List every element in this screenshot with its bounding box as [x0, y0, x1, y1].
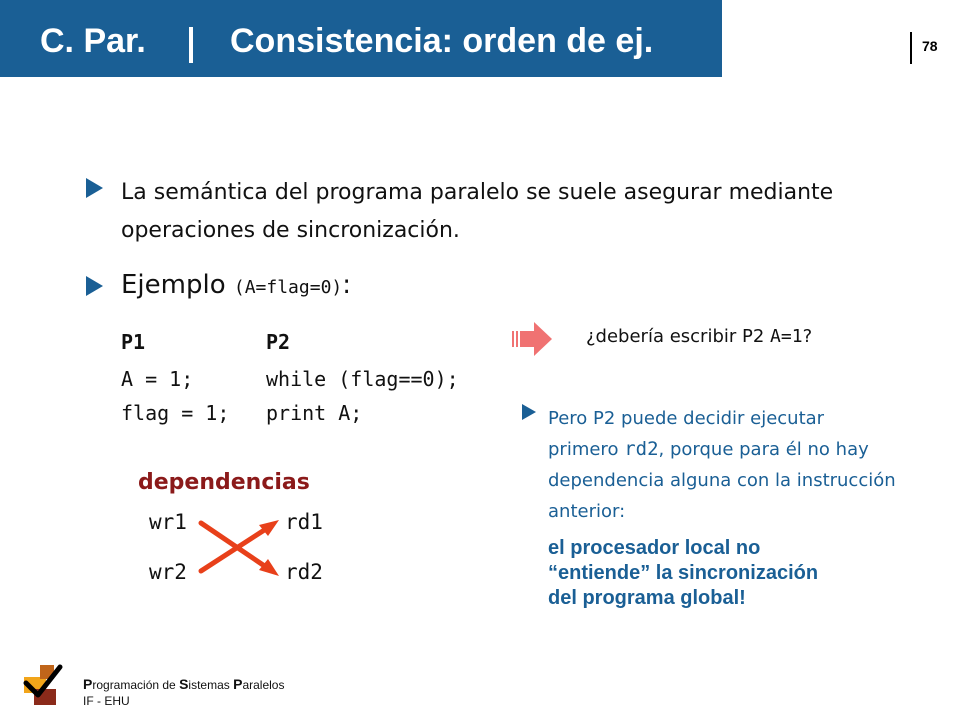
page-number-separator — [910, 32, 912, 64]
footer-word-2: istemas — [188, 678, 230, 692]
bullet-sync-text: La semántica del programa paralelo se suele asegurar mediante operaciones de sincronización. — [121, 180, 834, 243]
p1-line-1: A = 1; — [121, 367, 194, 391]
conclusion-line-1: el procesador local no — [548, 537, 761, 559]
dep-rd2: rd2 — [285, 560, 323, 584]
footer-line-1 — [83, 676, 284, 693]
conclusion-line-2: “entiende” la sincronización — [548, 562, 819, 584]
footer-letter-p: P — [83, 676, 93, 692]
question-mark: ? — [802, 326, 813, 347]
footer-word-1: rogramación de — [92, 678, 176, 692]
conclusion-line-3: del programa global! — [548, 587, 746, 609]
bullet-arrow-icon — [86, 178, 103, 198]
footer-line-2: IF - EHU — [83, 694, 130, 708]
right-bullet-text — [548, 403, 898, 527]
p2-line-1: while (flag==0); — [266, 367, 459, 391]
checkmark-logo-icon — [22, 663, 72, 707]
example-init-code: (A=flag=0) — [233, 277, 343, 298]
dep-wr2: wr2 — [149, 560, 187, 584]
dep-wr1: wr1 — [149, 510, 187, 534]
dependencies-title: dependencias — [138, 470, 310, 495]
slide-title: Consistencia: orden de ej. — [230, 22, 654, 60]
course-name: C. Par. — [40, 22, 146, 60]
example-colon: : — [342, 270, 352, 300]
question-code: A=1 — [770, 326, 803, 347]
footer-word-3: aralelos — [242, 678, 285, 692]
p1-line-2: flag = 1; — [121, 401, 230, 425]
p2-header: P2 — [266, 330, 291, 354]
bullet-example — [121, 270, 351, 300]
right-bullet-code: rd2 — [624, 438, 659, 460]
question-label: ¿debería escribir P2 — [586, 326, 765, 347]
dependency-cross-arrows — [195, 515, 285, 580]
right-bullet-part2: , porque para él no hay dependencia alguna con la instrucción anterior: — [548, 439, 896, 522]
footer-text — [83, 676, 284, 709]
pink-arrow-icon — [510, 320, 554, 358]
bullet-arrow-icon — [522, 404, 536, 420]
question-text — [586, 326, 812, 347]
page-number: 78 — [922, 38, 938, 54]
header-separator — [189, 27, 193, 63]
footer-letter-s: S — [179, 676, 189, 692]
right-bullet-part1: Pero P2 puede decidir ejecutar primero — [548, 408, 825, 460]
bullet-arrow-icon — [86, 276, 103, 296]
conclusion-text — [548, 536, 898, 611]
p2-line-2: print A; — [266, 401, 363, 425]
p1-header: P1 — [121, 330, 146, 354]
footer-letter-p2: P — [233, 676, 243, 692]
example-label: Ejemplo — [121, 270, 226, 300]
dep-rd1: rd1 — [285, 510, 323, 534]
